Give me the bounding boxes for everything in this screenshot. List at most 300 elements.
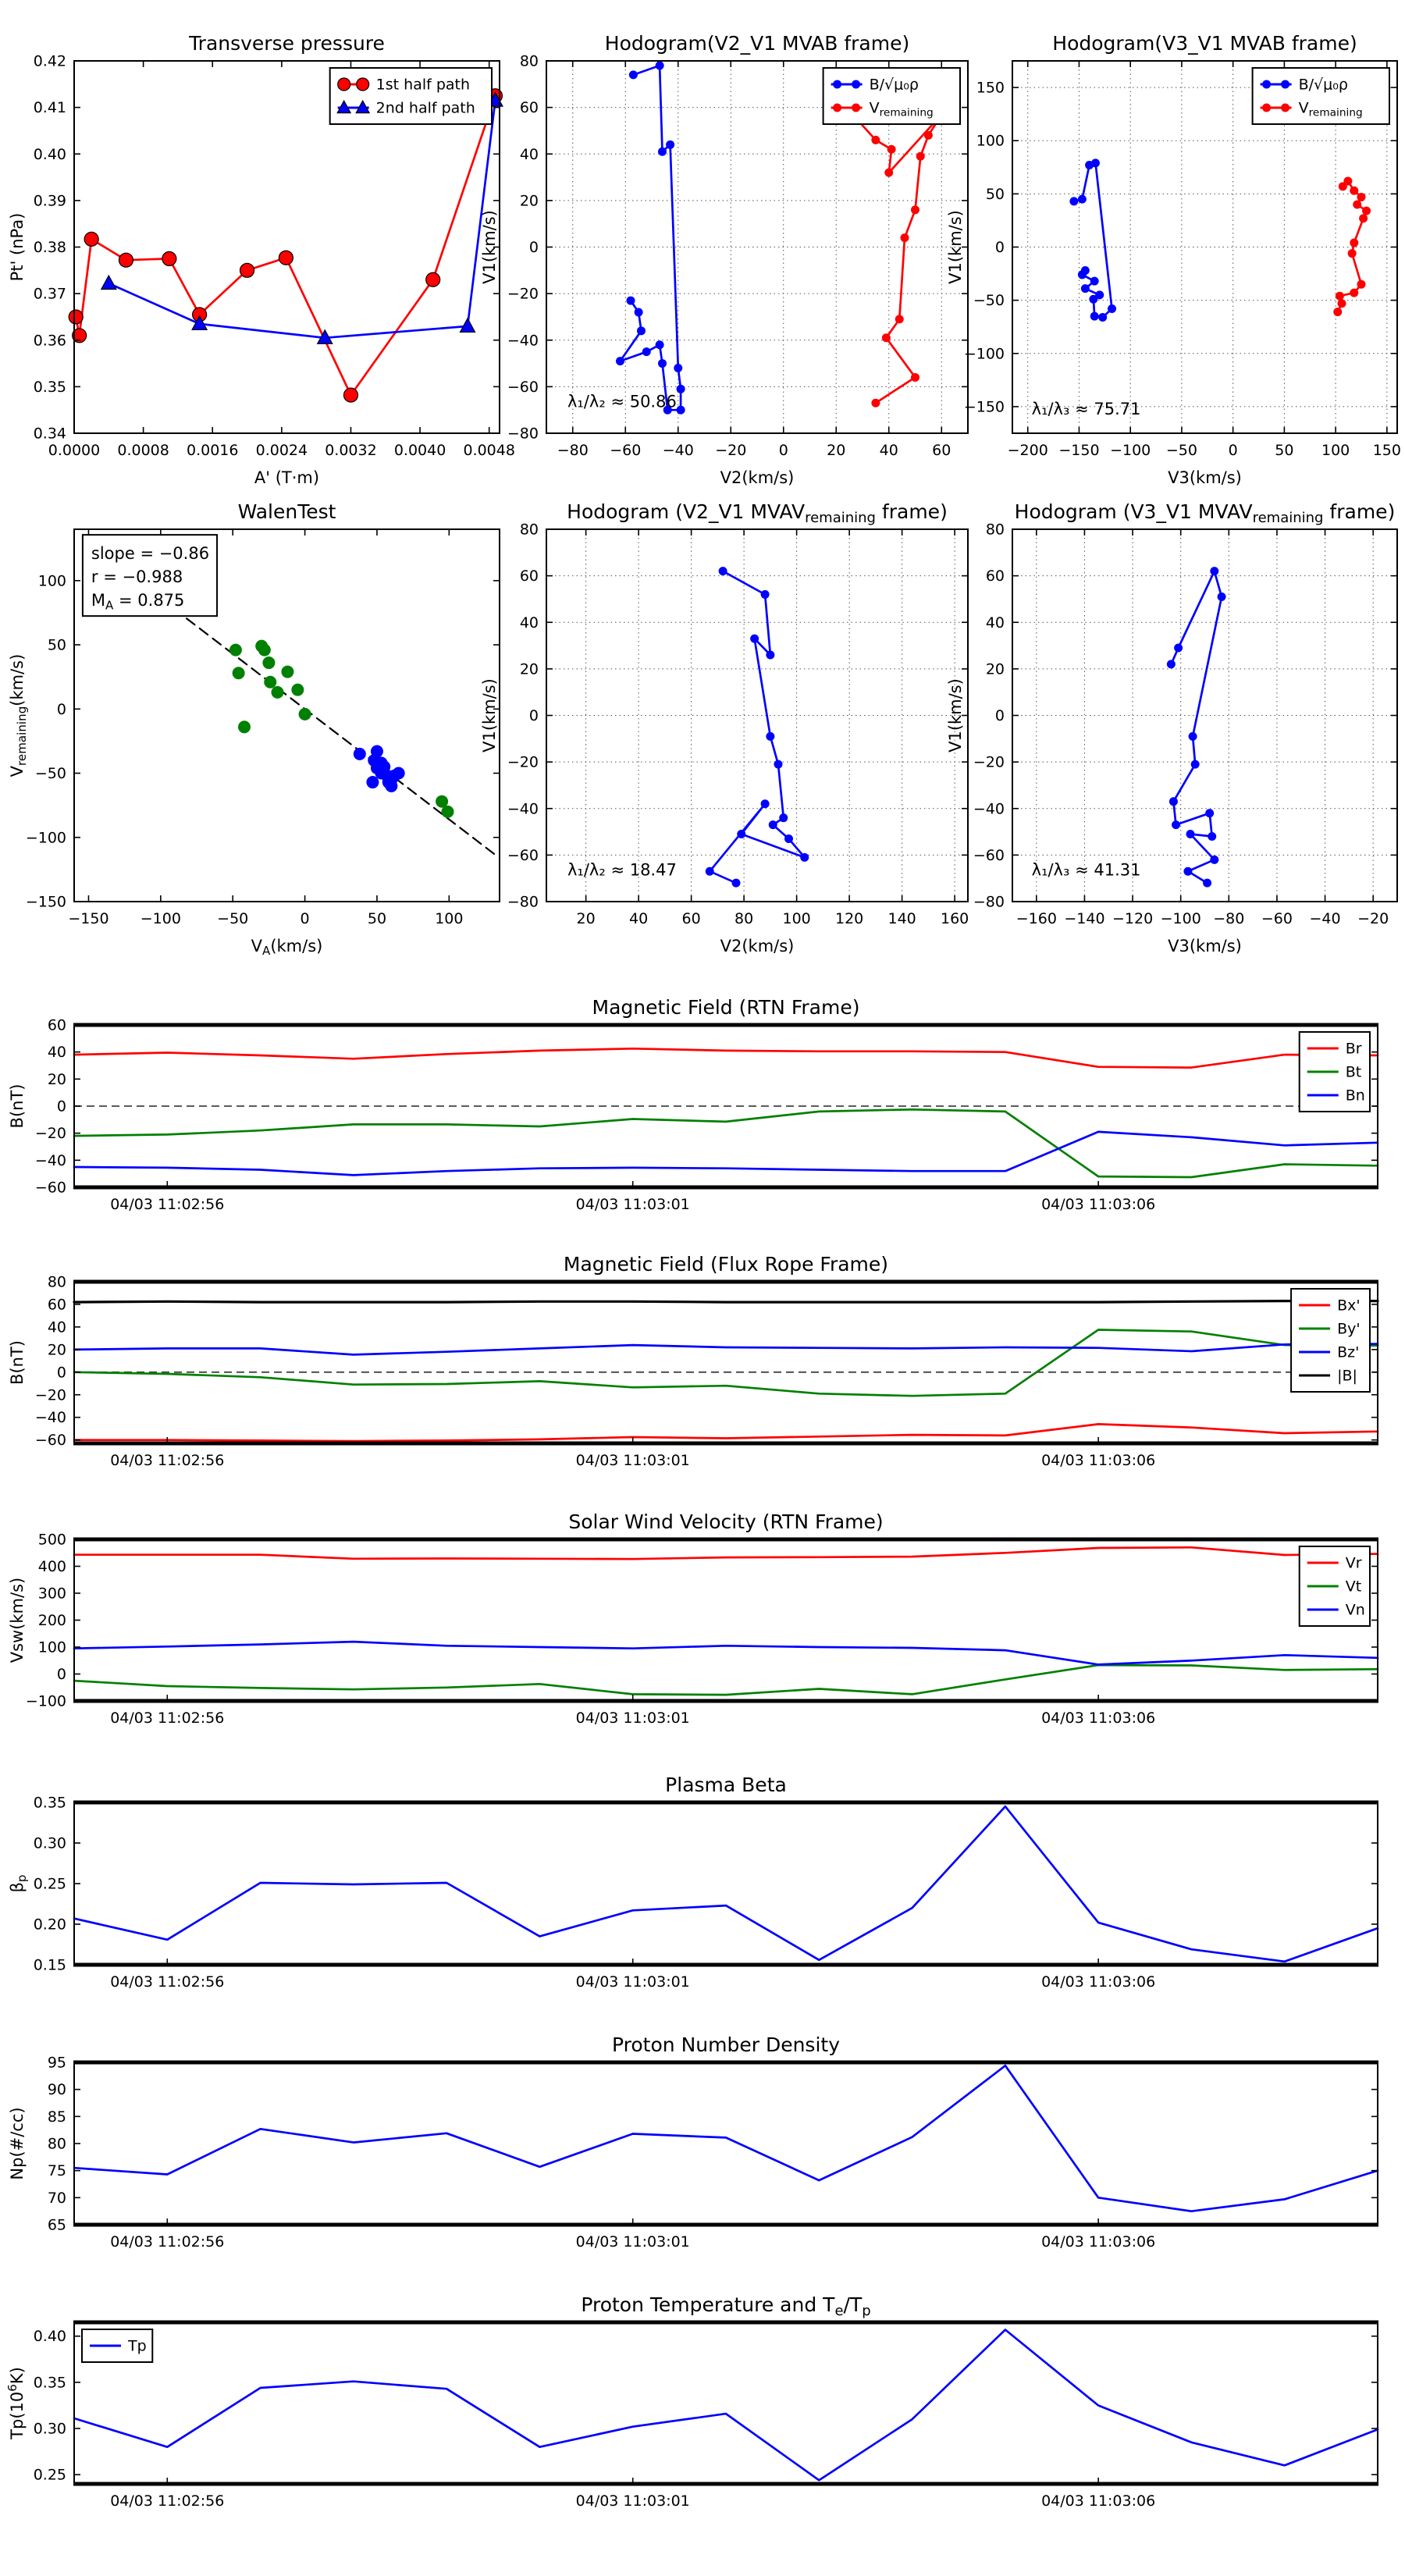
marker-dot <box>677 385 685 393</box>
marker-dot <box>1169 797 1178 806</box>
marker-dot <box>1362 207 1371 215</box>
y-tick-label: 20 <box>519 660 539 678</box>
y-tick-label: 80 <box>519 52 539 70</box>
x-tick-label: 0.0008 <box>117 442 169 459</box>
x-tick-label: 40 <box>879 442 898 459</box>
marker-dot <box>1208 832 1216 841</box>
marker-circle <box>426 272 440 286</box>
x-tick-label: 100 <box>435 910 464 927</box>
legend <box>82 2329 152 2362</box>
marker-dot <box>800 853 809 862</box>
y-tick-label: 0.40 <box>33 2328 66 2346</box>
y-tick-label: −60 <box>507 378 539 396</box>
marker-dot <box>784 834 793 843</box>
y-tick-label: 50 <box>985 185 1005 203</box>
y-tick-label: −100 <box>25 829 66 847</box>
x-tick-label: 100 <box>1321 442 1350 459</box>
legend-label: Br <box>1345 1040 1362 1058</box>
annotation-line: r = −0.988 <box>91 568 183 587</box>
x-tick-label: −100 <box>1110 442 1151 459</box>
legend-label: Bx' <box>1337 1297 1361 1315</box>
y-tick-label: −20 <box>34 1125 66 1143</box>
marker-dot <box>666 141 674 149</box>
y-tick-label: −40 <box>34 1409 66 1427</box>
marker-dot <box>299 708 311 720</box>
x-tick-label: 120 <box>834 910 864 927</box>
marker-dot <box>1357 193 1365 201</box>
marker-dot <box>911 205 919 214</box>
x-tick-label: 04/03 11:02:56 <box>110 1196 225 1213</box>
marker-dot <box>1081 266 1090 275</box>
y-tick-label: 0 <box>56 1666 66 1683</box>
x-tick-label: 04/03 11:02:56 <box>110 2233 225 2250</box>
legend <box>1300 1546 1370 1626</box>
x-tick-label: 60 <box>681 910 701 927</box>
title-hodogram-v2v1-mvav: Hodogram (V2_V1 $MVAV_{remaining}$ frame) <box>567 500 948 526</box>
x-tick-label: −150 <box>68 910 109 927</box>
y-tick-label: 40 <box>47 1318 66 1336</box>
marker-dot <box>750 635 759 643</box>
y-tick-label: 60 <box>985 568 1005 585</box>
marker-dot <box>385 780 397 792</box>
y-tick-label: 0.41 <box>33 99 66 117</box>
y-tick-label: 0.30 <box>33 1834 66 1852</box>
legend-label: Bz' <box>1337 1343 1360 1361</box>
title-proton-density: Proton Number Density <box>612 2033 840 2056</box>
x-tick-label: −40 <box>662 442 694 459</box>
marker-dot <box>1203 879 1211 888</box>
legend-label: B/√μ₀ρ <box>869 76 919 94</box>
x-tick-label: 04/03 11:03:01 <box>575 1710 690 1727</box>
y-tick-label: −150 <box>963 398 1005 416</box>
marker-dot <box>1098 313 1107 322</box>
x-tick-label: −150 <box>1058 442 1100 459</box>
annotation-box <box>83 535 217 616</box>
title-proton-temp: Proton Temperature and $T_e/T_p$ <box>581 2293 871 2319</box>
marker-dot <box>766 732 774 741</box>
marker-dot <box>1183 867 1192 876</box>
title-plasma-beta: Plasma Beta <box>665 1774 787 1796</box>
marker-dot <box>852 80 860 89</box>
marker-dot <box>1081 284 1090 293</box>
marker-dot <box>1210 856 1218 864</box>
y-tick-label: 0 <box>528 239 539 256</box>
x-tick-label: 04/03 11:03:01 <box>575 2233 690 2250</box>
marker-dot <box>1108 304 1116 313</box>
marker-dot <box>1218 592 1226 601</box>
y-axis-label: B(nT) <box>8 1083 27 1129</box>
y-tick-label: 300 <box>37 1585 66 1603</box>
legend-label: Vt <box>1345 1578 1362 1596</box>
marker-dot <box>833 80 841 89</box>
y-tick-label: 0.35 <box>33 2374 66 2392</box>
y-axis-label: V1(km/s) <box>946 678 965 753</box>
y-tick-label: 40 <box>519 614 539 632</box>
title-b-rtn: Magnetic Field (RTN Frame) <box>592 996 860 1019</box>
title-hodogram-v3v1-mvav: Hodogram (V3_V1 $MVAV_{remaining}$ frame) <box>1014 500 1396 526</box>
marker-dot <box>1262 80 1271 89</box>
y-tick-label: 80 <box>519 521 539 539</box>
marker-dot <box>393 767 405 780</box>
y-tick-label: 20 <box>47 1341 66 1359</box>
y-tick-label: 0.30 <box>33 2420 66 2438</box>
y-tick-label: −20 <box>973 753 1005 771</box>
y-tick-label: 0.42 <box>33 52 66 70</box>
x-tick-label: −100 <box>1160 910 1201 927</box>
series-|B| <box>74 1301 1378 1303</box>
y-tick-label: 0 <box>994 239 1005 256</box>
y-tick-label: 500 <box>37 1531 66 1549</box>
x-axis-label: V2(km/s) <box>720 468 795 487</box>
x-tick-label: 100 <box>782 910 811 927</box>
marker-circle <box>279 251 293 265</box>
y-tick-label: 50 <box>47 636 66 654</box>
y-tick-label: 0 <box>56 1098 66 1115</box>
legend-label: Bt <box>1345 1063 1362 1081</box>
marker-dot <box>1210 567 1218 575</box>
y-tick-label: −60 <box>34 1432 66 1450</box>
y-tick-label: −40 <box>34 1151 66 1169</box>
y-axis-label: V1(km/s) <box>946 210 965 284</box>
marker-dot <box>1281 104 1289 112</box>
x-tick-label: 50 <box>1275 442 1294 459</box>
y-tick-label: 85 <box>47 2108 66 2126</box>
y-tick-label: 20 <box>519 192 539 210</box>
marker-dot <box>774 760 783 769</box>
annotation-text: λ₁/λ₃ ≈ 41.31 <box>1031 860 1141 880</box>
marker-circle <box>343 388 357 402</box>
y-tick-label: −20 <box>34 1386 66 1404</box>
x-tick-label: −60 <box>610 442 642 459</box>
marker-dot <box>1353 200 1361 208</box>
x-tick-label: 0.0000 <box>48 442 101 459</box>
marker-dot <box>258 644 271 656</box>
marker-dot <box>761 590 770 599</box>
marker-circle <box>69 310 83 324</box>
marker-dot <box>635 308 643 316</box>
y-tick-label: −60 <box>507 846 539 864</box>
y-tick-label: 40 <box>985 614 1005 632</box>
x-tick-label: 04/03 11:03:06 <box>1041 1452 1156 1469</box>
x-tick-label: 0.0024 <box>255 442 308 459</box>
marker-dot <box>1350 187 1358 195</box>
y-tick-label: −80 <box>507 425 539 443</box>
y-axis-label: V1(km/s) <box>480 210 499 284</box>
y-tick-label: 100 <box>976 132 1005 150</box>
marker-dot <box>769 820 777 829</box>
legend-label: 1st half path <box>375 76 471 94</box>
marker-dot <box>1189 732 1197 741</box>
x-tick-label: 20 <box>576 910 596 927</box>
annotation-text: λ₁/λ₂ ≈ 50.86 <box>567 392 677 411</box>
marker-dot <box>761 799 770 808</box>
y-axis-label: $V_{remaining}(km/s)$ <box>8 653 30 777</box>
marker-dot <box>911 373 919 382</box>
y-tick-label: 0.15 <box>33 1956 66 1974</box>
legend-label: 2nd half path <box>375 99 475 117</box>
marker-dot <box>1186 830 1195 838</box>
title-vsw-rtn: Solar Wind Velocity (RTN Frame) <box>568 1510 884 1533</box>
y-tick-label: 65 <box>47 2216 66 2234</box>
x-tick-label: 04/03 11:03:01 <box>575 1452 690 1469</box>
y-tick-label: −40 <box>507 332 539 350</box>
marker-dot <box>656 61 664 69</box>
annotation-text: λ₁/λ₂ ≈ 18.47 <box>567 860 677 880</box>
legend <box>1253 68 1389 124</box>
y-tick-label: 0 <box>528 707 539 724</box>
legend-label: Tp <box>128 2337 147 2355</box>
x-tick-label: 0.0032 <box>325 442 377 459</box>
y-tick-label: −80 <box>973 893 1005 911</box>
x-tick-label: −140 <box>1064 910 1105 927</box>
x-tick-label: 04/03 11:03:06 <box>1041 2492 1156 2510</box>
x-tick-label: 04/03 11:02:56 <box>110 1710 225 1727</box>
x-tick-label: −40 <box>1309 910 1341 927</box>
y-tick-label: 150 <box>976 79 1005 97</box>
y-tick-label: −100 <box>25 1692 66 1710</box>
marker-dot <box>238 720 251 733</box>
x-tick-label: 04/03 11:03:06 <box>1041 1710 1156 1727</box>
marker-dot <box>1172 820 1180 829</box>
marker-dot <box>706 867 714 876</box>
x-tick-label: 04/03 11:02:56 <box>110 1973 225 1991</box>
legend-label: By' <box>1337 1320 1361 1338</box>
marker-dot <box>264 676 276 688</box>
y-tick-label: 0.20 <box>33 1916 66 1934</box>
marker-dot <box>656 340 664 349</box>
marker-dot <box>1350 239 1358 247</box>
y-tick-label: 90 <box>47 2081 66 2099</box>
x-tick-label: −60 <box>1261 910 1293 927</box>
marker-dot <box>271 686 283 699</box>
y-tick-label: 60 <box>519 568 539 585</box>
marker-dot <box>732 879 741 888</box>
y-tick-label: 100 <box>37 572 66 590</box>
marker-dot <box>1348 249 1357 258</box>
y-tick-label: 40 <box>519 145 539 163</box>
x-tick-label: −100 <box>140 910 181 927</box>
marker-dot <box>1359 214 1368 222</box>
x-axis-label: $V_A(km/s)$ <box>251 937 323 959</box>
marker-dot <box>833 104 841 112</box>
x-tick-label: 40 <box>629 910 649 927</box>
x-tick-label: 04/03 11:03:06 <box>1041 1196 1156 1213</box>
x-tick-label: −20 <box>715 442 747 459</box>
marker-dot <box>262 656 275 669</box>
y-tick-label: 0 <box>56 1364 66 1382</box>
marker-circle <box>84 232 98 246</box>
y-tick-label: 70 <box>47 2189 66 2207</box>
marker-circle <box>119 253 133 267</box>
y-tick-label: 40 <box>47 1044 66 1062</box>
marker-dot <box>924 131 933 140</box>
legend <box>330 68 492 124</box>
y-axis-label: V1(km/s) <box>480 678 499 753</box>
marker-dot <box>658 359 667 368</box>
x-tick-label: −80 <box>557 442 589 459</box>
x-tick-label: −20 <box>1357 910 1389 927</box>
y-tick-label: 95 <box>47 2054 66 2072</box>
marker-dot <box>366 776 379 788</box>
marker-dot <box>719 567 727 575</box>
y-tick-label: 60 <box>47 1296 66 1314</box>
y-tick-label: 200 <box>37 1612 66 1629</box>
y-tick-label: 0.35 <box>33 378 66 396</box>
y-tick-label: 0.38 <box>33 239 66 256</box>
marker-dot <box>233 667 245 679</box>
marker-circle <box>338 78 350 91</box>
x-tick-label: 0 <box>300 910 310 927</box>
x-tick-label: −80 <box>1213 910 1245 927</box>
marker-dot <box>229 644 242 656</box>
marker-dot <box>674 364 682 372</box>
marker-dot <box>629 70 638 79</box>
x-tick-label: 80 <box>735 910 754 927</box>
marker-dot <box>887 145 896 154</box>
marker-dot <box>737 830 745 838</box>
marker-dot <box>354 748 366 760</box>
y-tick-label: 0 <box>994 707 1005 724</box>
y-axis-label: B(nT) <box>8 1340 27 1385</box>
marker-dot <box>1174 644 1183 653</box>
marker-circle <box>357 78 369 91</box>
marker-dot <box>1167 660 1176 668</box>
y-axis-label: Vsw(km/s) <box>8 1577 27 1663</box>
marker-dot <box>1090 312 1099 321</box>
marker-dot <box>642 347 651 356</box>
x-axis-label: V3(km/s) <box>1168 937 1242 955</box>
legend-label: Vr <box>1345 1554 1362 1572</box>
marker-dot <box>1357 280 1365 289</box>
y-tick-label: −20 <box>507 285 539 303</box>
x-tick-label: 04/03 11:02:56 <box>110 2492 225 2510</box>
y-tick-label: −40 <box>973 800 1005 818</box>
marker-dot <box>871 399 880 407</box>
x-axis-label: V2(km/s) <box>720 937 795 955</box>
x-tick-label: 04/03 11:03:06 <box>1041 1973 1156 1991</box>
legend <box>1291 1289 1370 1392</box>
title-b-fluxrope: Magnetic Field (Flux Rope Frame) <box>563 1253 889 1276</box>
y-tick-label: 0.25 <box>33 2466 66 2484</box>
title-hodogram-v3v1-mvab: Hodogram(V3_V1 MVAB frame) <box>1052 32 1357 55</box>
x-tick-label: 0 <box>778 442 788 459</box>
x-tick-label: 04/03 11:03:01 <box>575 2492 690 2510</box>
marker-dot <box>1095 290 1104 299</box>
marker-dot <box>766 650 774 659</box>
y-tick-label: −50 <box>973 292 1005 310</box>
y-tick-label: 0 <box>56 700 66 718</box>
y-tick-label: 0.25 <box>33 1875 66 1893</box>
y-tick-label: −50 <box>34 765 66 783</box>
x-tick-label: 140 <box>887 910 916 927</box>
y-tick-label: 0.40 <box>33 145 66 163</box>
marker-dot <box>281 666 293 678</box>
legend-label: B/√μ₀ρ <box>1298 76 1348 94</box>
y-tick-label: 75 <box>47 2162 66 2180</box>
y-axis-label: $Tp(10^6K)$ <box>5 2367 27 2439</box>
marker-dot <box>1090 277 1099 286</box>
marker-dot <box>1281 80 1289 89</box>
legend <box>1300 1032 1370 1112</box>
y-tick-label: −80 <box>507 893 539 911</box>
x-tick-label: 04/03 11:02:56 <box>110 1452 225 1469</box>
y-tick-label: 0.34 <box>33 425 66 443</box>
marker-dot <box>1078 195 1087 204</box>
marker-dot <box>871 136 880 144</box>
x-tick-label: 0.0016 <box>186 442 239 459</box>
y-tick-label: 0.35 <box>33 1794 66 1812</box>
y-tick-label: 100 <box>37 1638 66 1656</box>
marker-dot <box>1333 308 1342 316</box>
y-axis-label: $\beta_p$ <box>8 1874 30 1893</box>
x-tick-label: 160 <box>940 910 969 927</box>
x-tick-label: 150 <box>1372 442 1401 459</box>
marker-dot <box>1091 158 1100 167</box>
annotation-text: λ₁/λ₃ ≈ 75.71 <box>1031 400 1141 419</box>
x-tick-label: 0.0048 <box>463 442 515 459</box>
marker-dot <box>901 233 909 242</box>
y-tick-label: −150 <box>25 893 66 911</box>
legend-label: Vremaining <box>869 99 934 119</box>
x-tick-label: −50 <box>1165 442 1197 459</box>
marker-dot <box>1350 289 1358 297</box>
marker-dot <box>637 326 646 335</box>
title-hodogram-v2v1-mvab: Hodogram(V2_V1 MVAB frame) <box>604 32 910 55</box>
x-tick-label: 04/03 11:03:01 <box>575 1196 690 1213</box>
y-tick-label: 80 <box>47 2135 66 2153</box>
x-tick-label: −50 <box>217 910 249 927</box>
y-tick-label: 80 <box>47 1273 66 1291</box>
marker-dot <box>882 333 891 342</box>
marker-dot <box>1205 809 1214 817</box>
y-tick-label: 60 <box>519 99 539 117</box>
legend-label: Vn <box>1345 1601 1365 1619</box>
x-tick-label: −120 <box>1112 910 1154 927</box>
marker-circle <box>162 251 176 265</box>
marker-dot <box>779 813 788 822</box>
marker-dot <box>1336 292 1344 301</box>
annotation-line: $M_A = 0.875$ <box>91 591 185 613</box>
marker-dot <box>441 806 454 818</box>
marker-dot <box>1338 299 1346 308</box>
marker-dot <box>616 357 624 365</box>
x-axis-label: V3(km/s) <box>1168 468 1242 487</box>
marker-dot <box>884 169 893 177</box>
y-tick-label: 80 <box>985 521 1005 539</box>
y-tick-label: 20 <box>985 660 1005 678</box>
x-tick-label: −200 <box>1007 442 1048 459</box>
marker-dot <box>916 152 925 161</box>
y-axis-label: Pt' (nPa) <box>8 212 27 282</box>
marker-dot <box>895 315 904 323</box>
y-tick-label: 20 <box>47 1070 66 1088</box>
y-tick-label: −40 <box>507 800 539 818</box>
marker-dot <box>658 148 667 156</box>
x-tick-label: 0 <box>1228 442 1238 459</box>
y-tick-label: 400 <box>37 1558 66 1575</box>
y-tick-label: 0.37 <box>33 285 66 303</box>
x-tick-label: 04/03 11:03:01 <box>575 1973 690 1991</box>
marker-dot <box>1191 760 1200 769</box>
x-tick-label: 20 <box>827 442 846 459</box>
x-tick-label: 04/03 11:03:06 <box>1041 2233 1156 2250</box>
y-tick-label: −100 <box>963 345 1005 363</box>
x-tick-label: 50 <box>367 910 387 927</box>
y-tick-label: 60 <box>47 1016 66 1034</box>
marker-dot <box>852 104 860 112</box>
y-tick-label: 0.36 <box>33 332 66 350</box>
marker-circle <box>240 263 254 277</box>
